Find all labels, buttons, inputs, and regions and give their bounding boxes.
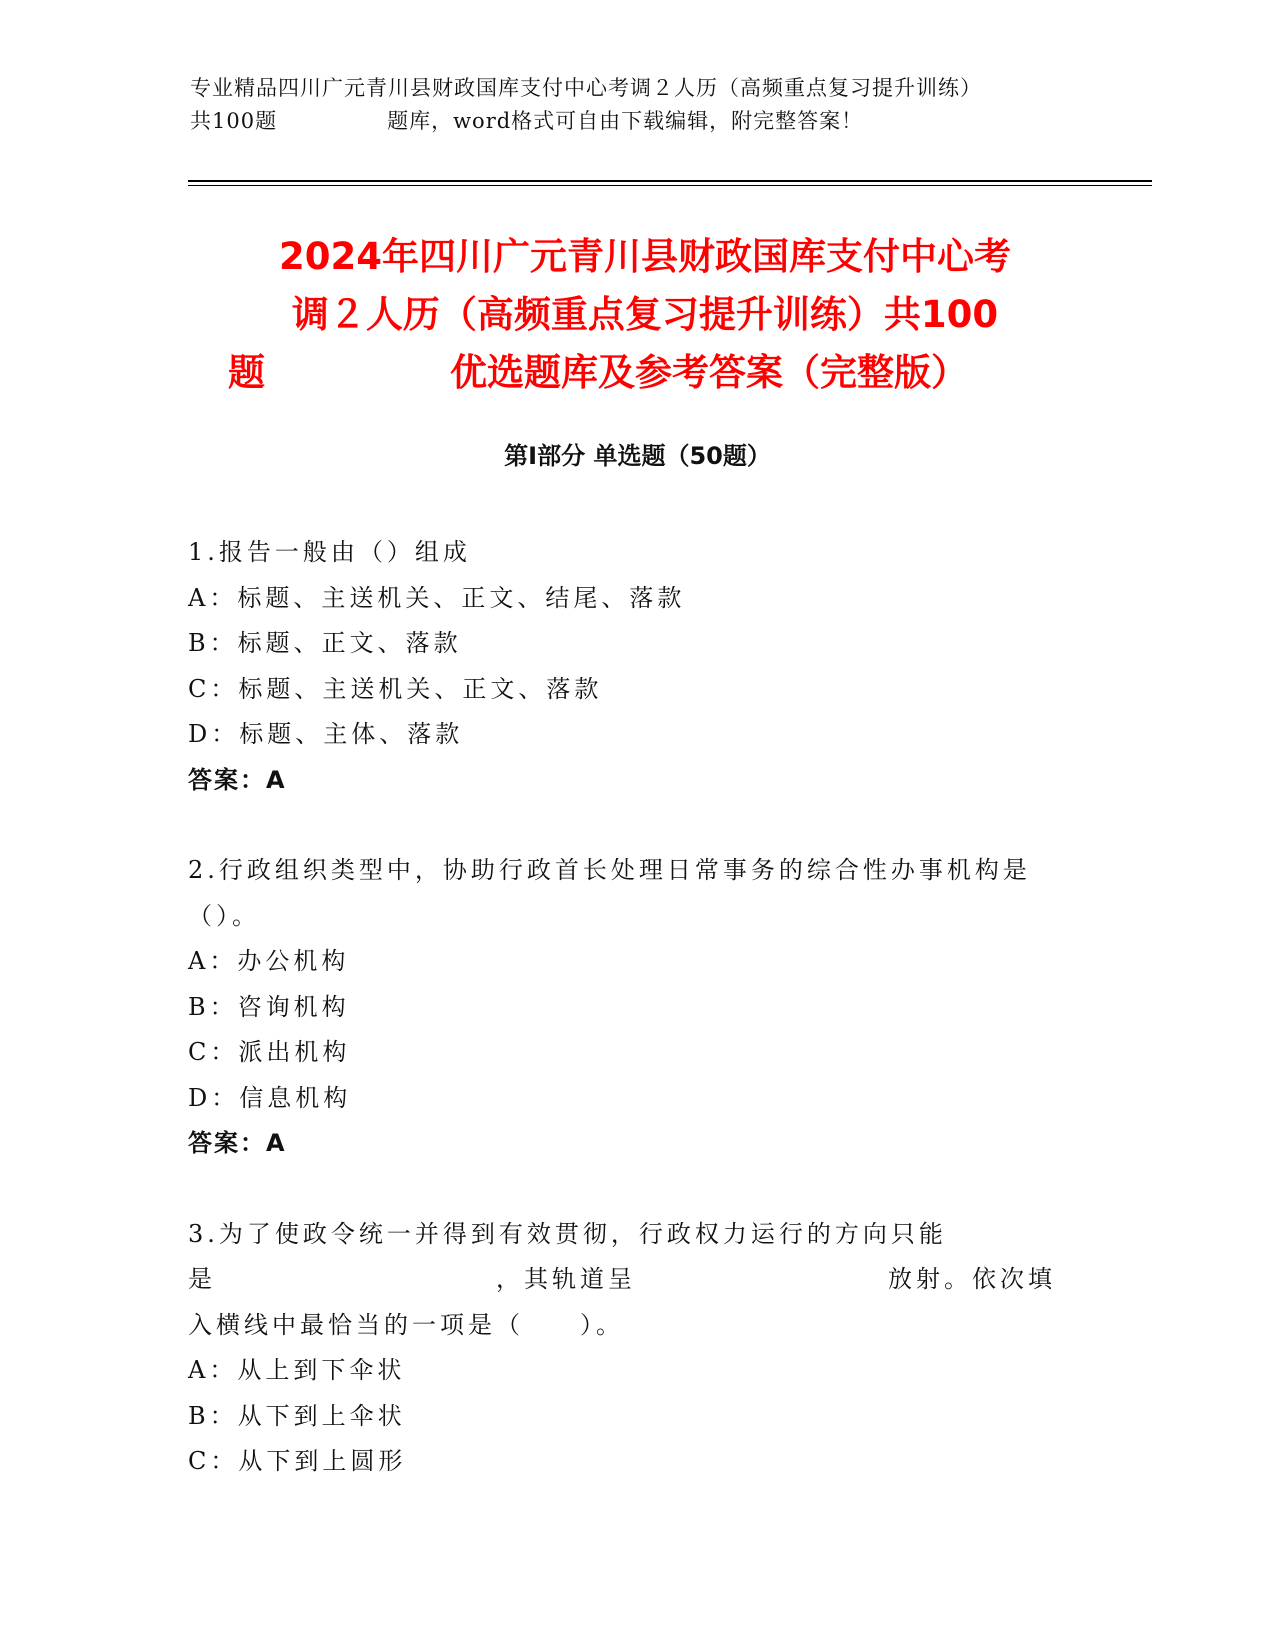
option-a: A：标题、主送机关、正文、结尾、落款 [188,583,686,612]
question-item [188,530,1068,803]
header-line-2: 共100题 题库，word格式可自由下载编辑，附完整答案！ [190,109,864,133]
option-b: B：咨询机构 [188,992,350,1021]
document-title [190,228,1100,402]
option-a: A：办公机构 [188,947,350,975]
header-divider-thin [188,185,1152,186]
option-d: D：标题、主体、落款 [188,720,464,748]
question-stem: 3.为了使政令统一并得到有效贯彻，行政权力运行的方向只能是 ，其轨道呈 放射。依次填入横线中最恰当的一项是（ ）。 [188,1219,1056,1339]
option-c: C：派出机构 [188,1038,351,1066]
title-line-2: 调２人历（高频重点复习提升训练）共100 [291,293,999,336]
section-heading: 第Ⅰ部分 单选题（50题） [504,442,771,470]
title-line-3: 题 优选题库及参考答案（完整版） [228,351,968,394]
option-b: B：从下到上伞状 [188,1401,406,1430]
option-d: D：信息机构 [188,1083,352,1112]
question-item [188,1212,1068,1485]
question-stem: 1.报告一般由（）组成 [188,538,471,566]
option-c: C：从下到上圆形 [188,1447,407,1475]
option-b: B：标题、正文、落款 [188,629,462,657]
header-divider-thick [188,180,1152,182]
question-list [188,530,1068,1530]
question-item [188,848,1068,1167]
option-a: A：从上到下伞状 [188,1356,406,1384]
answer-line: 答案：A [188,1129,287,1157]
header-line-1: 专业精品四川广元青川县财政国库支付中心考调２人历（高频重点复习提升训练） [190,76,982,100]
document-header [190,72,1090,138]
answer-line: 答案：A [188,765,287,794]
option-c: C：标题、主送机关、正文、落款 [188,674,603,703]
question-stem: 2.行政组织类型中，协助行政首长处理日常事务的综合性办事机构是（）。 [188,856,1031,930]
title-line-1: 2024年四川广元青川县财政国库支付中心考 [279,235,1011,278]
